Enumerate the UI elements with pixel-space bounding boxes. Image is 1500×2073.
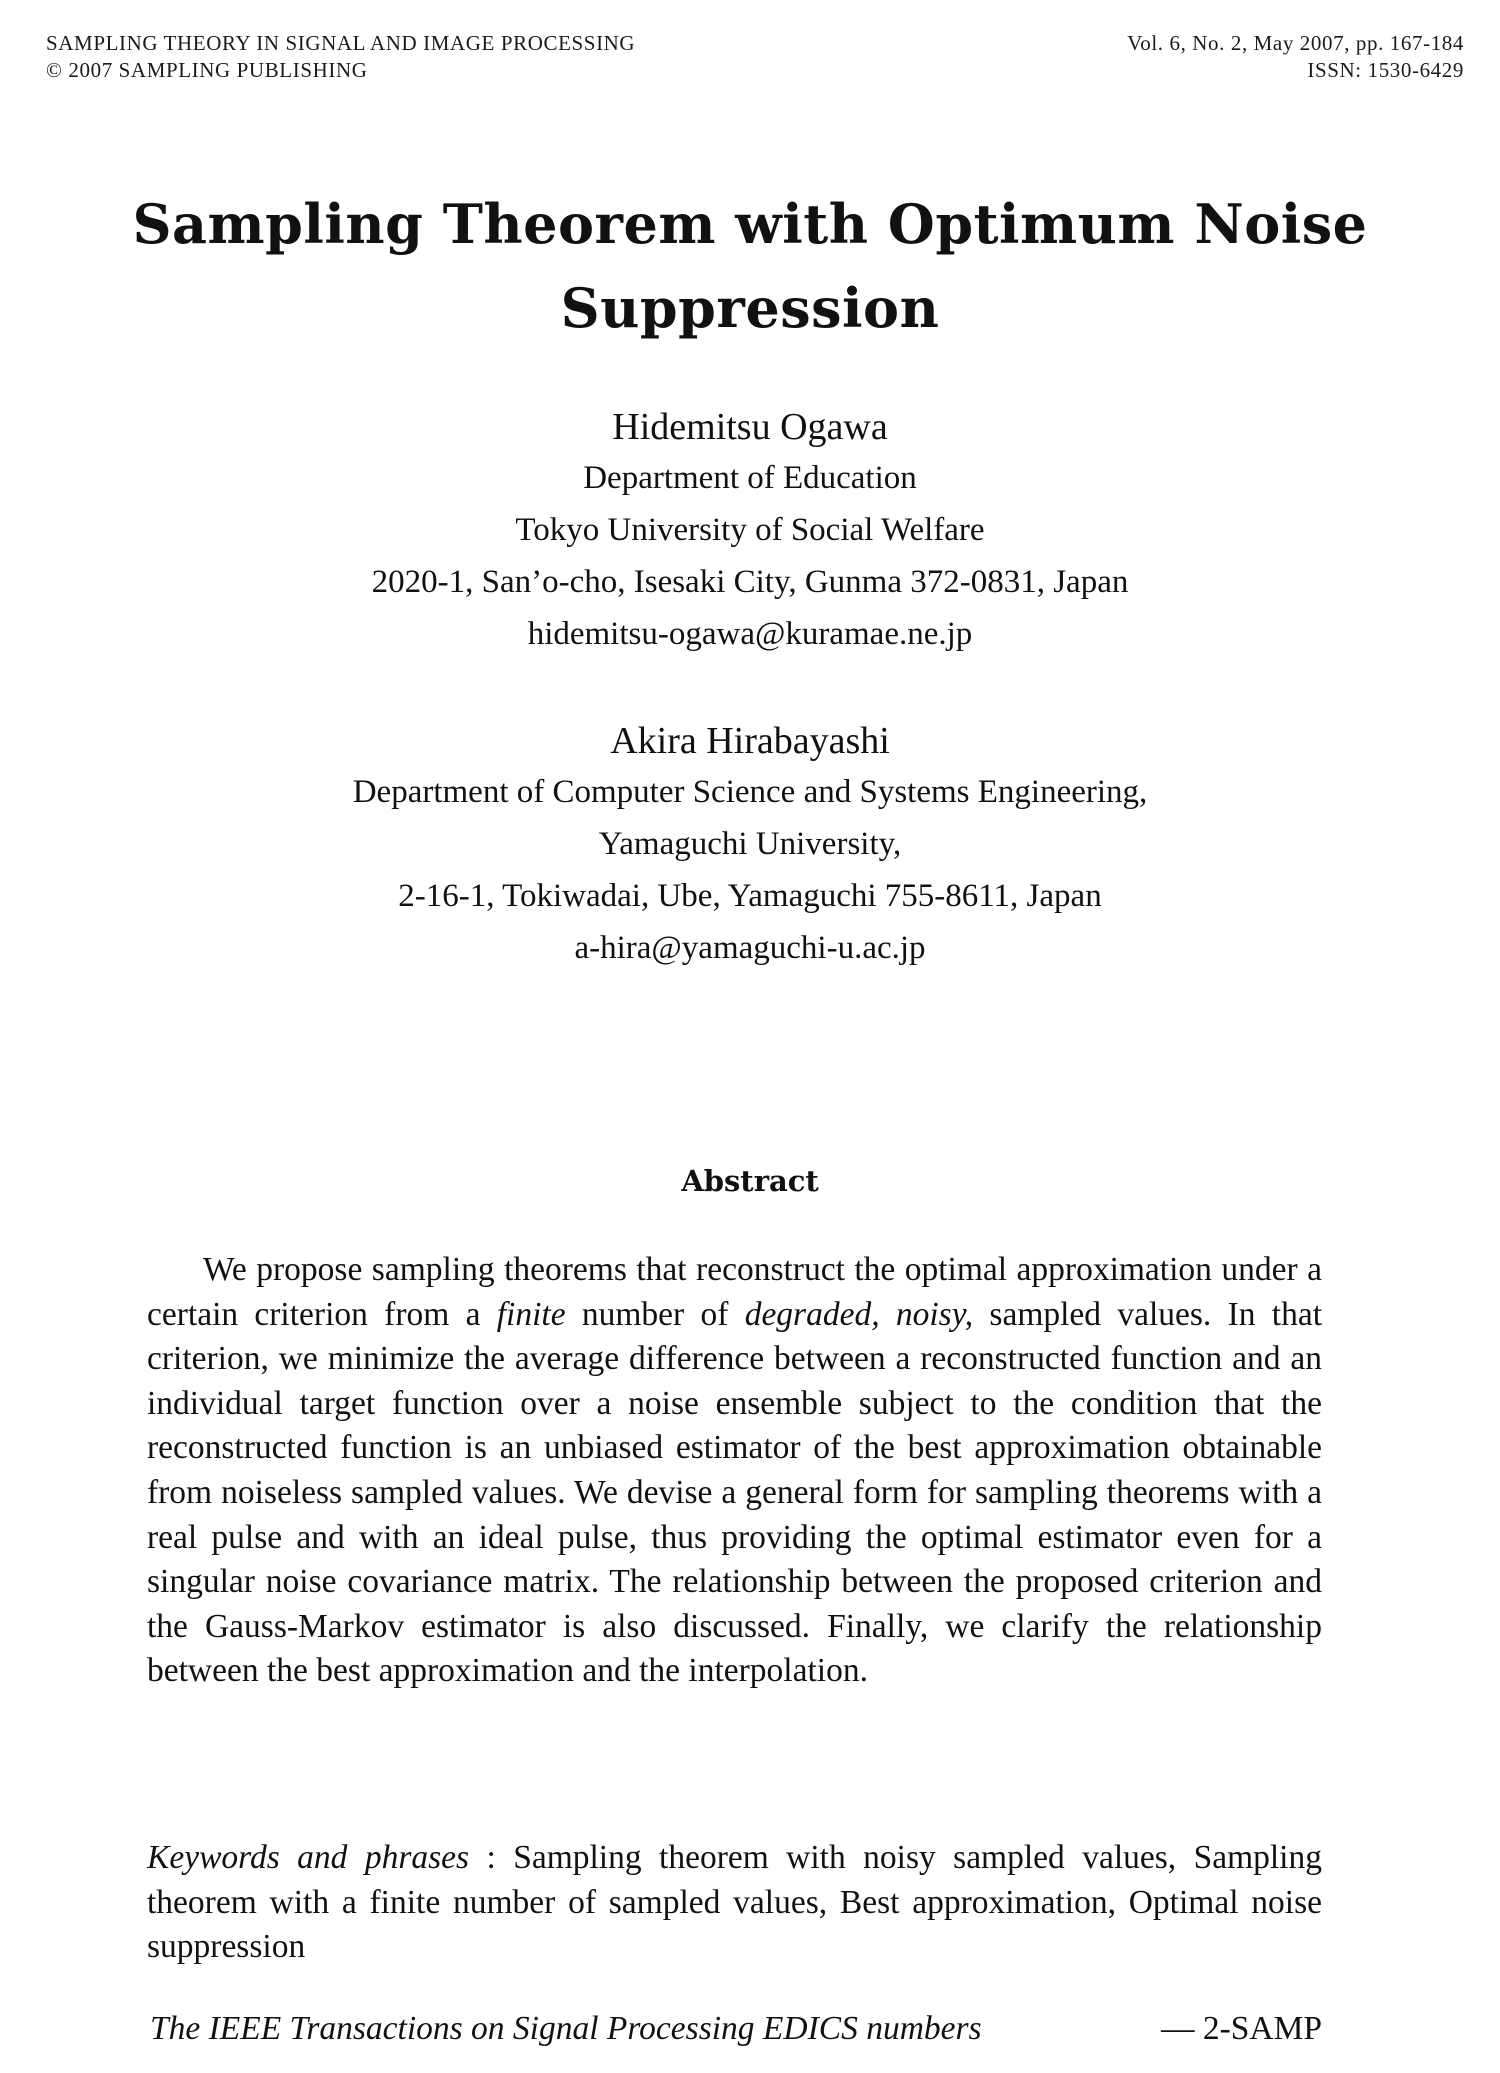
paper-title [0,182,1500,350]
keywords [147,1836,1322,1970]
abstract-emphasis: finite [496,1295,566,1333]
abstract-text: sampled values. In that criterion, we minimize the average difference between a reconstructed function and an individual target function over a noise ensemble subject to the condition that the reconstructed function is an unbiased estimator of the best approximation obtainable from noiseless sampled values. We devise a general form for sampling theorems with a real pulse and with an ideal pulse, thus providing the optimal estimator even for a singular noise covariance matrix. The relationship between the proposed criterion and the Gauss-Markov estimator is also discussed. Finally, we clarify the relationship between the best approximation and the interpolation. [147,1295,1322,1690]
author-department: Department of Education [583,460,917,496]
author-email: hidemitsu-ogawa@kuramae.ne.jp [527,616,973,652]
abstract-heading: Abstract [681,1164,819,1198]
edics-line [150,2007,1322,2051]
journal-name: SAMPLING THEORY IN SIGNAL AND IMAGE PROCESSING [46,31,636,55]
author-address: 2020-1, San’o-cho, Isesaki City, Gunma 372-0831, Japan [371,564,1129,600]
keywords-text: Sampling theorem with noisy sampled values, Sampling theorem with a finite number of sampled values, Best approximation, Optimal noise suppression [147,1839,1322,1966]
author-address: 2-16-1, Tokiwadai, Ube, Yamaguchi 755-8611, Japan [398,878,1102,914]
edics-value: 2-SAMP [1202,2010,1322,2047]
author-name: Akira Hirabayashi [610,720,890,762]
author-block-2 [0,716,1500,974]
edics-dash: — [1160,2010,1203,2047]
author-university: Tokyo University of Social Welfare [515,512,985,548]
author-name: Hidemitsu Ogawa [612,406,888,448]
author-university: Yamaguchi University, [598,826,902,862]
abstract-text: number of [565,1295,745,1333]
author-department: Department of Computer Science and Systems Engineering, [352,774,1148,810]
title-line-2: Suppression [560,276,940,340]
volume-info: Vol. 6, No. 2, May 2007, pp. 167-184 [1127,31,1464,55]
abstract-emphasis: degraded, noisy, [744,1295,974,1333]
edics-value-group [1161,2007,1322,2051]
copyright-line: © 2007 SAMPLING PUBLISHING [46,58,368,82]
title-line-1: Sampling Theorem with Optimum Noise [132,192,1368,256]
keywords-label: Keywords and phrases [147,1839,470,1876]
author-email: a-hira@yamaguchi-u.ac.jp [574,930,926,966]
edics-label: The IEEE Transactions on Signal Processing EDICS numbers [150,2010,982,2047]
abstract-body [147,1248,1322,1694]
author-block-1 [0,402,1500,660]
issue-header [1127,30,1464,84]
abstract-text: We propose sampling theorems that reconstruct the optimal approximation under a certain criterion from a [147,1251,1322,1333]
issn: ISSN: 1530-6429 [1307,58,1464,82]
keywords-separator: : [469,1839,514,1876]
journal-header [46,30,635,84]
